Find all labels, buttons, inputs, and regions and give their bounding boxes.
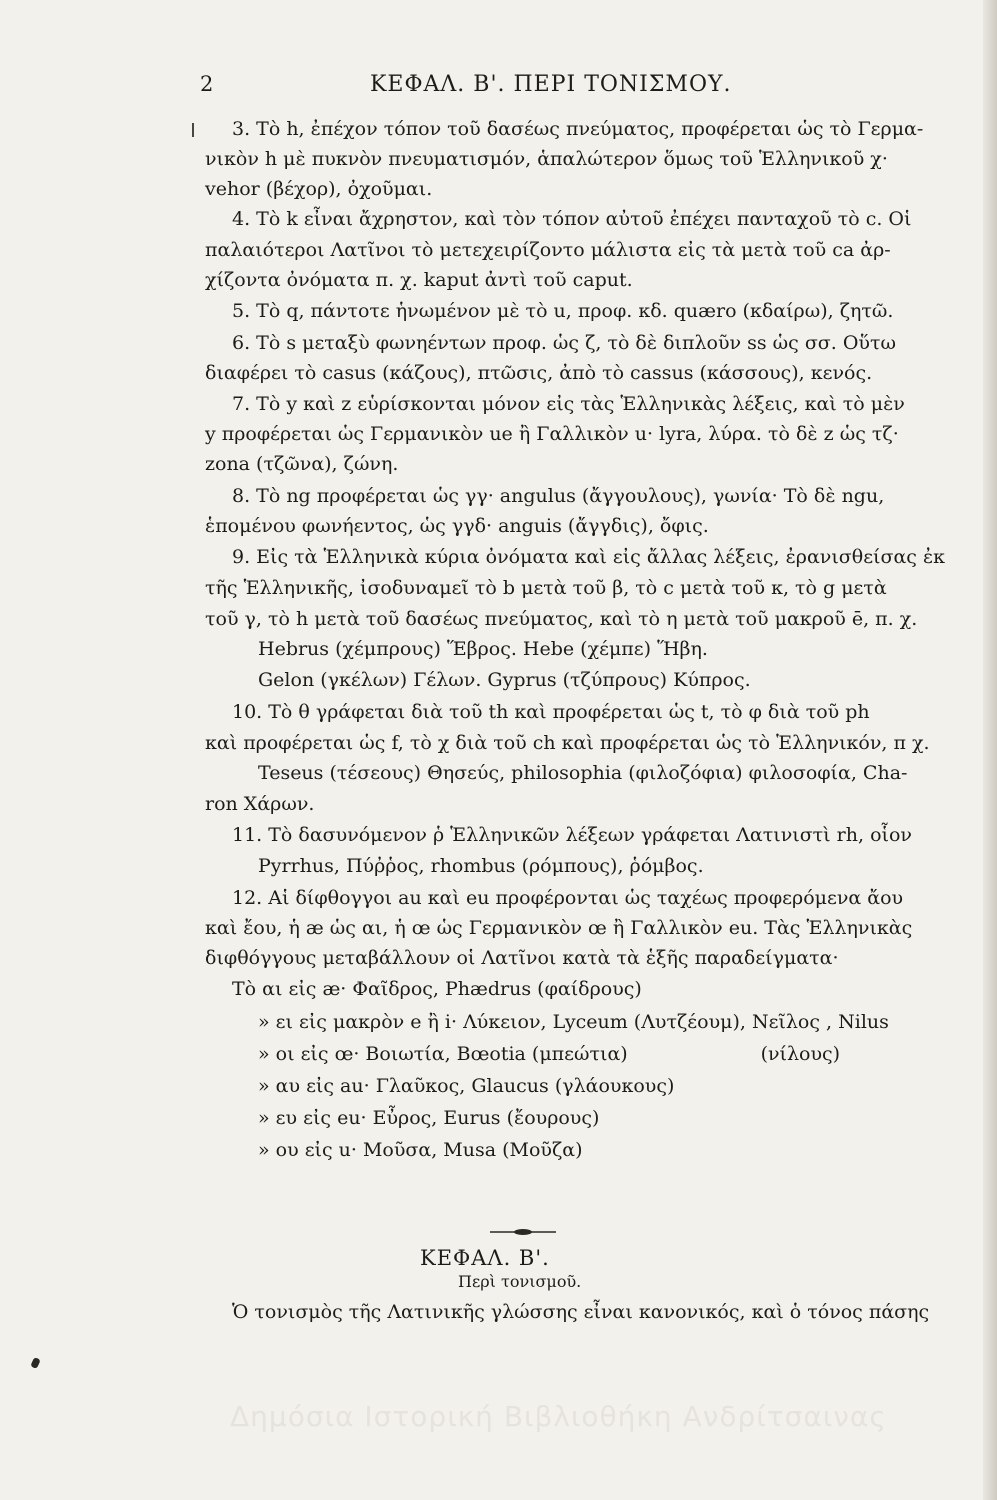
text-line: διαφέρει τὸ casus (κάζους), πτῶσις, ἀπὸ τὸ cassus (κάσσους), κενός. [205, 362, 873, 384]
margin-mark [192, 123, 194, 137]
text-line: Pyrrhus, Πύῤῥος, rhombus (ρόμπους), ῥόμβος. [258, 855, 704, 877]
page-number: 2 [200, 72, 214, 96]
text-line: 11. Τὸ δασυνόμενον ῥ Ἑλληνικῶν λέξεων γράφεται Λατινιστὶ rh, οἷον [232, 824, 912, 846]
text-line: 4. Τὸ k εἶναι ἄχρηστον, καὶ τὸν τόπον αὐτοῦ ἐπέχει πανταχοῦ τὸ c. Οἱ [232, 208, 912, 230]
text-line: τοῦ γ, τὸ h μετὰ τοῦ δασέως πνεύματος, καὶ τὸ η μετὰ τοῦ μακροῦ ē, π. χ. [205, 608, 918, 630]
text-line: » ου εἰς u· Μοῦσα, Musa (Μοῦζα) [258, 1139, 583, 1161]
text-line: » ευ εἰς eu· Εὖρος, Eurus (ἔουρους) [258, 1107, 600, 1129]
text-line: 10. Τὸ θ γράφεται διὰ τοῦ th καὶ προφέρεται ὡς t, τὸ φ διὰ τοῦ ph [232, 701, 870, 723]
text-line: Ὁ τονισμὸς τῆς Λατινικῆς γλώσσης εἶναι κανονικός, καὶ ὁ τόνος πάσης [232, 1301, 930, 1323]
chapter-title: ΚΕΦΑΛ. Β'. [420, 1246, 550, 1270]
text-line: zona (τζῶνα), ζώνη. [205, 453, 399, 475]
text-line: καὶ ἔου, ἡ æ ὡς αι, ἡ œ ὡς Γερμανικὸν œ ἢ Γαλλικὸν eu. Τὰς Ἑλληνικὰς [205, 917, 913, 939]
text-line: y προφέρεται ὡς Γερμανικὸν ue ἢ Γαλλικὸν u· lyra, λύρα. τὸ δὲ z ὡς τζ· [205, 423, 899, 445]
text-line: νικὸν h μὲ πυκνὸν πνευματισμόν, ἁπαλώτερον ὅμως τοῦ Ἑλληνικοῦ χ· [205, 148, 888, 170]
text-line: 5. Τὸ q, πάντοτε ἡνωμένον μὲ τὸ u, προφ. κδ. quæro (κδαίρω), ζητῶ. [232, 300, 894, 322]
divider-ornament [488, 1226, 558, 1238]
text-line: Teseus (τέσεους) Θησεύς, philosophia (φιλοζόφια) φιλοσοφία, Cha- [258, 762, 908, 784]
text-line: 8. Τὸ ng προφέρεται ὡς γγ· angulus (ἄγγουλους), γωνία· Τὸ δὲ ngu, [232, 485, 885, 507]
text-line: ἑπομένου φωνήεντος, ὡς γγδ· anguis (ἄγγδις), ὄφις. [205, 515, 709, 537]
text-line: ron Χάρων. [205, 793, 315, 815]
text-line: Gelon (γκέλων) Γέλων. Gyprus (τζύπρους) Κύπρος. [258, 669, 751, 691]
text-line: Hebrus (χέμπρους) Ἕβρος. Hebe (χέμπε) Ἥβη. [258, 638, 708, 660]
text-line: χίζοντα ὀνόματα π. χ. kaput ἀντὶ τοῦ caput. [205, 269, 633, 291]
text-line: 12. Αἱ δίφθογγοι au καὶ eu προφέρονται ὡς ταχέως προφερόμενα ἄου [232, 887, 904, 909]
library-watermark: Δημόσια Ιστορική Βιβλιοθήκη Ανδρίτσαινας [230, 1400, 887, 1433]
text-line: παλαιότεροι Λατῖνοι τὸ μετεχειρίζοντο μάλιστα εἰς τὰ μετὰ τοῦ ca ἀρ- [205, 239, 891, 261]
text-line: » οι εἰς œ· Βοιωτία, Bœotia (μπεώτια) (νίλους) [258, 1043, 841, 1065]
text-line: 6. Τὸ s μεταξὺ φωνηέντων προφ. ὡς ζ, τὸ δὲ διπλοῦν ss ὡς σσ. Οὕτω [232, 332, 896, 354]
text-line: Τὸ αι εἰς æ· Φαῖδρος, Phædrus (φαίδρους) [232, 978, 642, 1000]
text-line: τῆς Ἑλληνικῆς, ἰσοδυναμεῖ τὸ b μετὰ τοῦ β, τὸ c μετὰ τοῦ κ, τὸ g μετὰ [205, 577, 887, 599]
text-line: 9. Εἰς τὰ Ἑλληνικὰ κύρια ὀνόματα καὶ εἰς ἄλλας λέξεις, ἐρανισθείσας ἐκ [232, 546, 946, 568]
text-line: » ει εἰς μακρὸν e ἢ i· Λύκειον, Lyceum (Λυτζέουμ), Νεῖλος , Nilus [258, 1011, 889, 1033]
text-line: διφθόγγους μεταβάλλουν οἱ Λατῖνοι κατὰ τὰ ἑξῆς παραδείγματα· [205, 947, 839, 969]
chapter-subtitle: Περὶ τονισμοῦ. [458, 1272, 582, 1291]
text-line: vehor (βέχορ), ὀχοῦμαι. [205, 178, 433, 200]
ink-blot-mark [30, 1357, 41, 1369]
text-line: καὶ προφέρεται ὡς f, τὸ χ διὰ τοῦ ch καὶ προφέρεται ὡς τὸ Ἑλληνικόν, π χ. [205, 732, 930, 754]
text-line: » αυ εἰς au· Γλαῦκος, Glaucus (γλάουκους) [258, 1075, 675, 1097]
text-line: 7. Τὸ y καὶ z εὑρίσκονται μόνον εἰς τὰς Ἑλληνικὰς λέξεις, καὶ τὸ μὲν [232, 393, 905, 415]
running-title: ΚΕΦΑΛ. Β'. ΠΕΡΙ ΤΟΝΙΣΜΟΥ. [370, 72, 732, 97]
text-line: 3. Τὸ h, ἐπέχον τόπον τοῦ δασέως πνεύματος, προφέρεται ὡς τὸ Γερμα- [232, 118, 924, 140]
